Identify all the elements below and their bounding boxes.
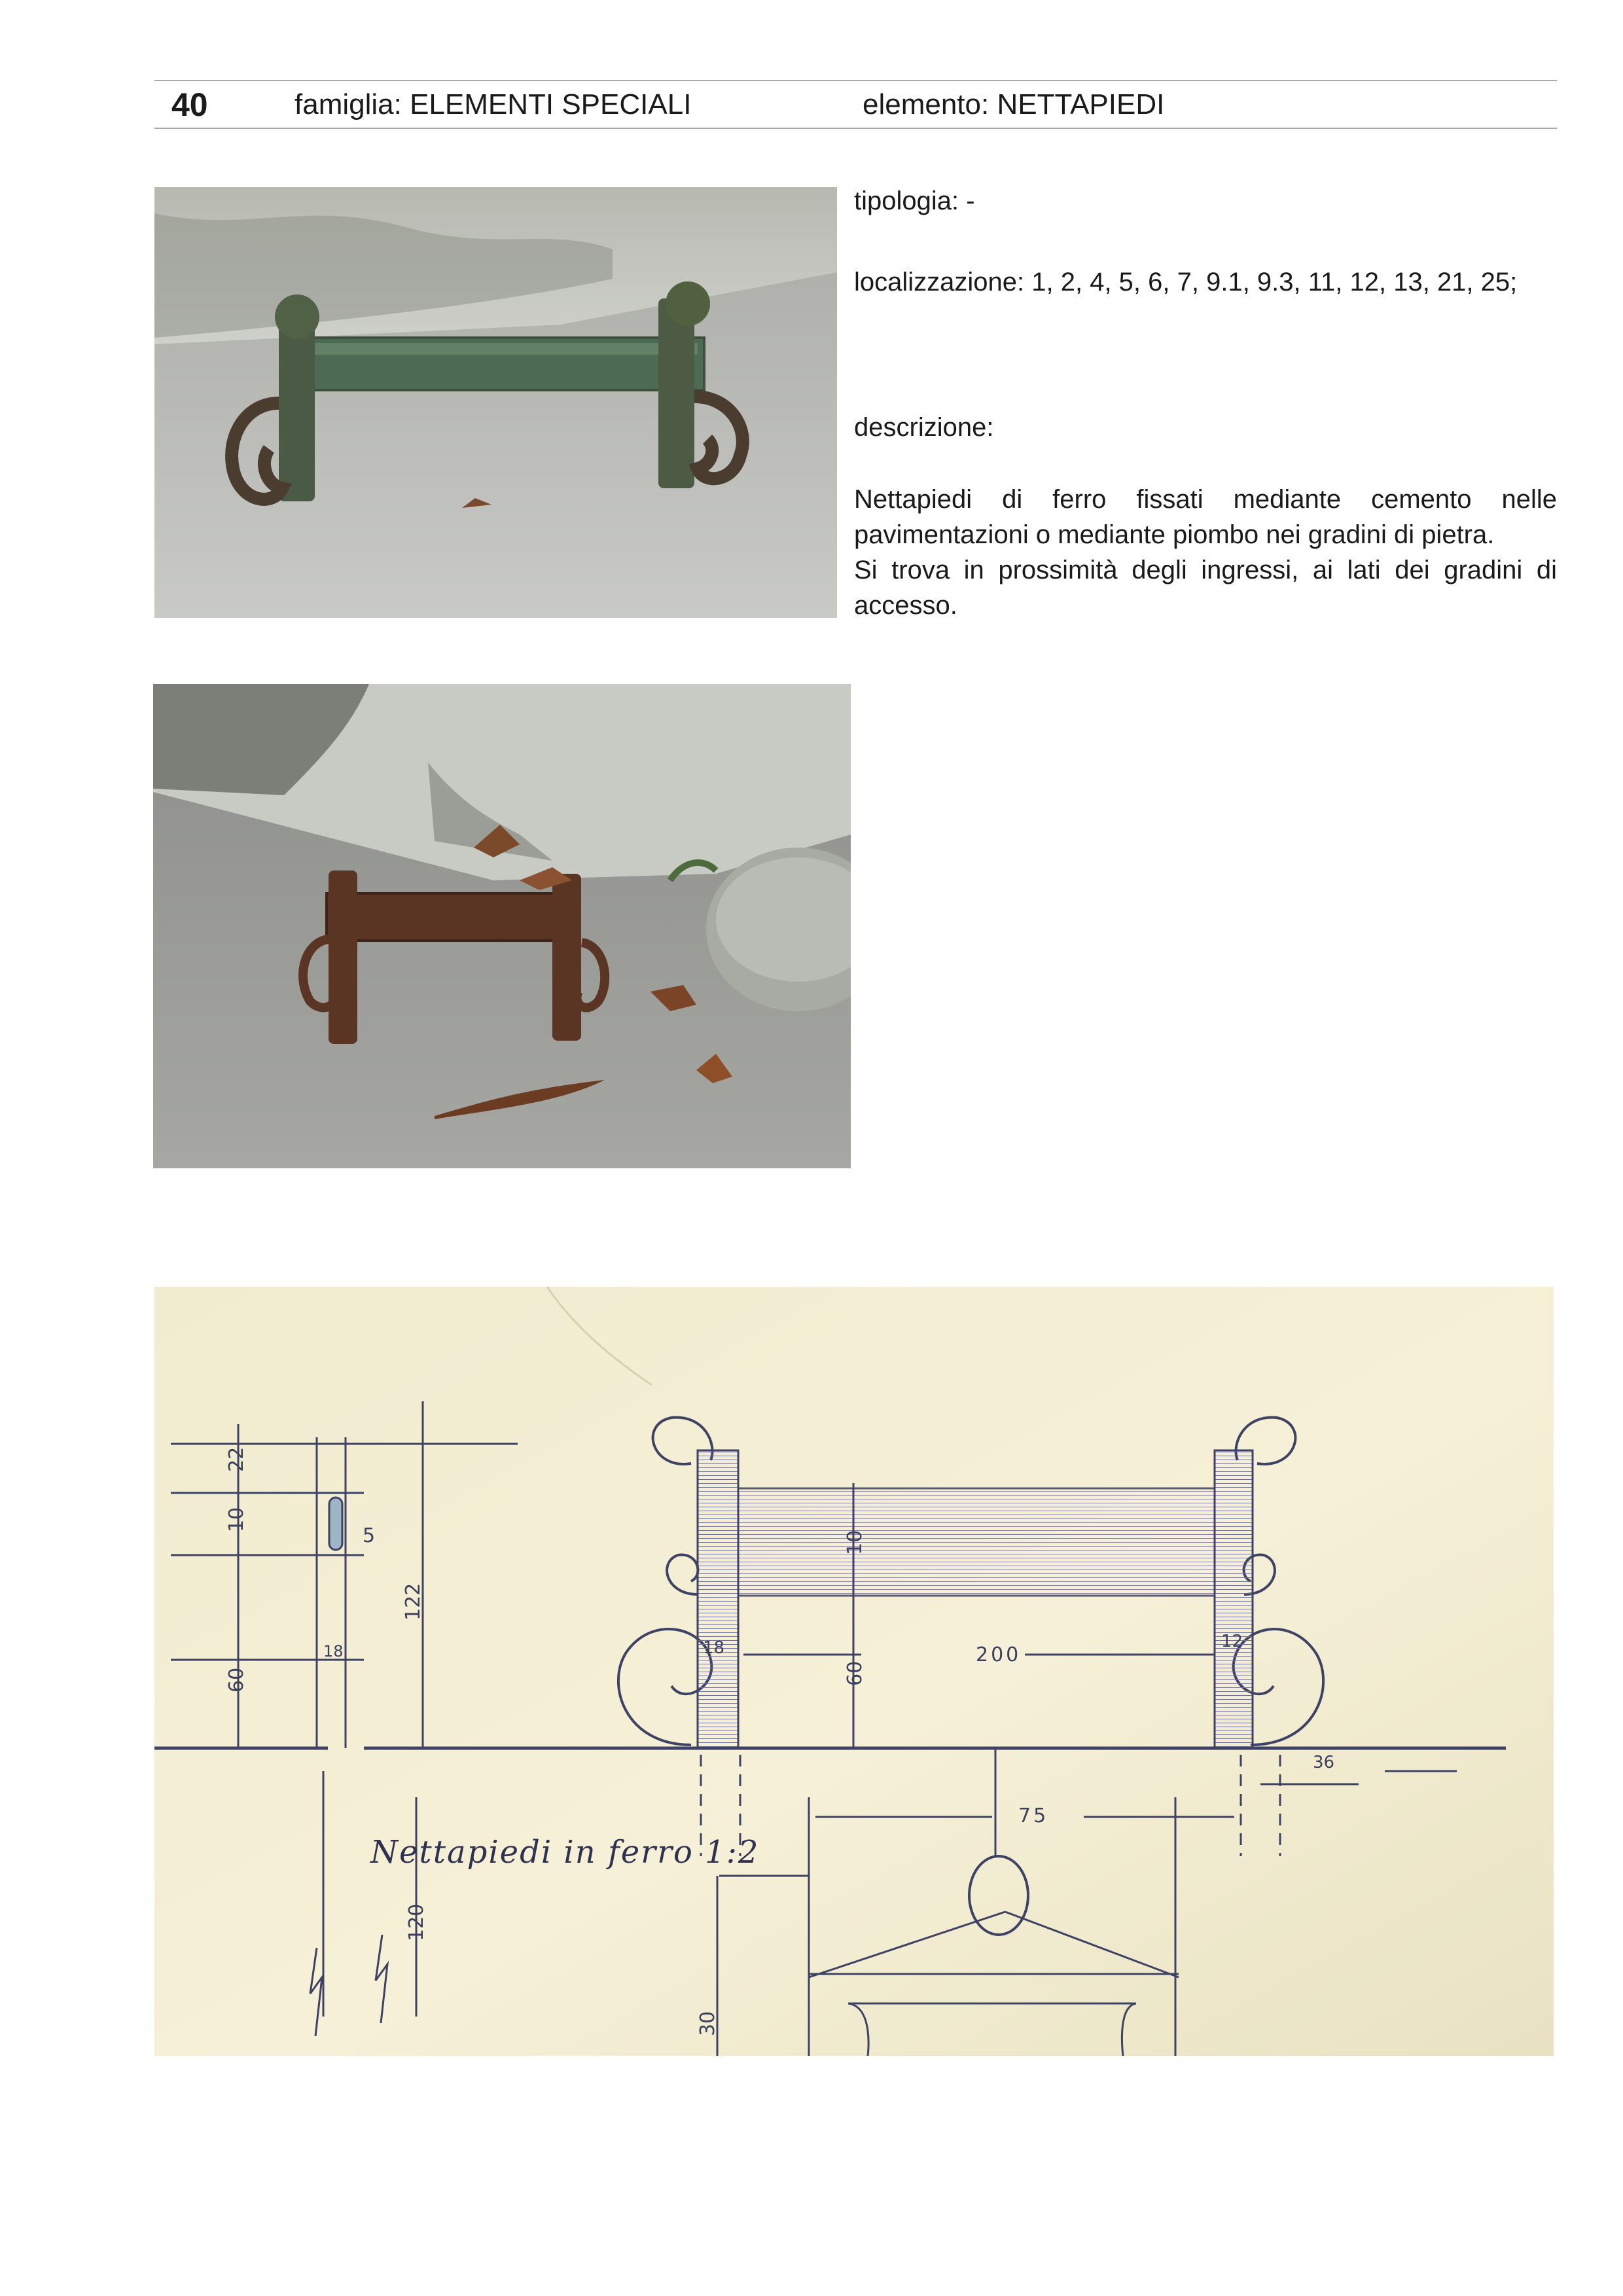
descrizione-paragraph-1: Nettapiedi di ferro fissati mediante cemento nelle pavimentazioni o mediante piombo nei gradini di pietra. bbox=[854, 485, 1557, 549]
dim-120: 120 bbox=[405, 1903, 428, 1941]
drawing-caption: Nettapiedi in ferro 1:2 bbox=[370, 1834, 760, 1871]
dim-30: 30 bbox=[696, 2011, 719, 2036]
tipologia-text: tipologia: - bbox=[854, 187, 975, 215]
dim-5: 5 bbox=[363, 1524, 376, 1547]
family-label: famiglia: ELEMENTI SPECIALI bbox=[294, 88, 692, 120]
dim-75: 75 bbox=[1018, 1804, 1049, 1827]
dim-18-mid: 18 bbox=[703, 1638, 725, 1658]
element-label: elemento: NETTAPIEDI bbox=[863, 88, 1165, 120]
descrizione-body bbox=[854, 482, 1557, 623]
dim-36: 36 bbox=[1313, 1753, 1335, 1772]
dim-12: 12 bbox=[1221, 1632, 1243, 1651]
descrizione-paragraph-2: Si trova in prossimità degli ingressi, ai lati dei gradini di accesso. bbox=[854, 556, 1557, 620]
dim-122: 122 bbox=[402, 1583, 425, 1621]
header-bottom-rule bbox=[154, 128, 1557, 129]
localizzazione-text: localizzazione: 1, 2, 4, 5, 6, 7, 9.1, 9.3, 11, 12, 13, 21, 25; bbox=[854, 268, 1518, 296]
technical-drawing-photo bbox=[154, 1287, 1554, 2056]
page-number: 40 bbox=[171, 86, 208, 123]
photo-doormat-scraper-green bbox=[154, 187, 837, 618]
dim-10-left: 10 bbox=[225, 1507, 248, 1532]
dim-200: 200 bbox=[976, 1643, 1022, 1666]
dim-60-left: 60 bbox=[225, 1667, 248, 1693]
header-top-rule bbox=[154, 80, 1557, 81]
dim-10-mid: 10 bbox=[844, 1530, 866, 1555]
dim-18-left: 18 bbox=[323, 1642, 344, 1660]
photo-doormat-scraper-rusty bbox=[153, 684, 851, 1168]
dim-22: 22 bbox=[225, 1446, 248, 1472]
dim-60-mid: 60 bbox=[844, 1660, 866, 1686]
descrizione-heading: descrizione: bbox=[854, 413, 994, 442]
